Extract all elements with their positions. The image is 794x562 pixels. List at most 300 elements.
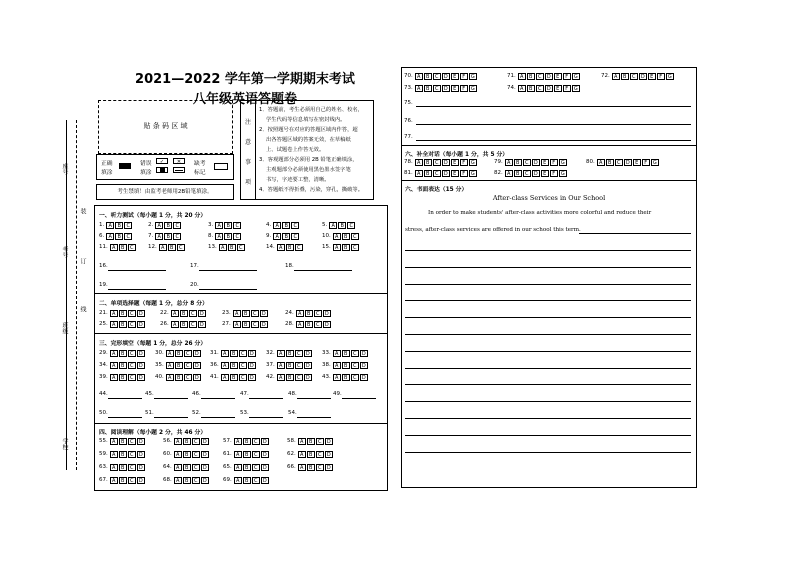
option-bubble[interactable]: A — [277, 350, 285, 357]
option-bubble[interactable]: E — [451, 159, 459, 166]
option-bubble[interactable]: A — [155, 222, 163, 229]
option-bubble[interactable]: C — [347, 222, 355, 229]
option-bubble[interactable]: B — [119, 464, 127, 471]
option-bubble[interactable]: C — [615, 159, 623, 166]
option-bubble[interactable]: D — [137, 477, 145, 484]
answer-blank[interactable] — [108, 391, 142, 399]
option-bubble[interactable]: D — [545, 85, 553, 92]
option-bubble[interactable]: C — [295, 374, 303, 381]
essay-writing-line[interactable] — [405, 401, 691, 402]
option-bubble[interactable]: C — [192, 464, 200, 471]
option-bubble[interactable]: B — [243, 438, 251, 445]
option-bubble[interactable]: A — [106, 222, 114, 229]
option-bubble[interactable]: C — [192, 477, 200, 484]
option-bubble[interactable]: D — [260, 321, 268, 328]
option-bubble[interactable]: B — [230, 350, 238, 357]
option-bubble[interactable]: C — [239, 374, 247, 381]
option-bubble[interactable]: D — [198, 310, 206, 317]
option-bubble[interactable]: B — [119, 321, 127, 328]
option-bubble[interactable]: B — [424, 85, 432, 92]
option-bubble[interactable]: D — [201, 451, 209, 458]
option-bubble[interactable]: C — [433, 73, 441, 80]
option-bubble[interactable]: D — [137, 438, 145, 445]
option-bubble[interactable]: A — [415, 170, 423, 177]
option-bubble[interactable]: A — [110, 244, 118, 251]
option-bubble[interactable]: B — [243, 477, 251, 484]
option-bubble[interactable]: D — [442, 85, 450, 92]
option-bubble[interactable]: D — [201, 477, 209, 484]
option-bubble[interactable]: F — [563, 85, 571, 92]
option-bubble[interactable]: B — [119, 438, 127, 445]
option-bubble[interactable]: B — [183, 464, 191, 471]
answer-blank[interactable] — [201, 410, 235, 418]
option-bubble[interactable]: C — [351, 244, 359, 251]
option-bubble[interactable]: C — [173, 222, 181, 229]
option-bubble[interactable]: C — [173, 233, 181, 240]
option-bubble[interactable]: C — [316, 451, 324, 458]
option-bubble[interactable]: B — [424, 159, 432, 166]
option-bubble[interactable]: C — [291, 222, 299, 229]
option-bubble[interactable]: A — [612, 73, 620, 80]
option-bubble[interactable]: E — [451, 85, 459, 92]
option-bubble[interactable]: F — [563, 73, 571, 80]
option-bubble[interactable]: B — [183, 438, 191, 445]
option-bubble[interactable]: D — [137, 362, 145, 369]
option-bubble[interactable]: C — [351, 374, 359, 381]
answer-line[interactable] — [416, 140, 691, 141]
answer-blank[interactable] — [294, 263, 352, 271]
option-bubble[interactable]: A — [333, 350, 341, 357]
option-bubble[interactable]: B — [342, 362, 350, 369]
option-bubble[interactable]: B — [514, 170, 522, 177]
option-bubble[interactable]: E — [541, 170, 549, 177]
option-bubble[interactable]: B — [282, 222, 290, 229]
option-bubble[interactable]: D — [323, 321, 331, 328]
essay-writing-line[interactable] — [405, 384, 691, 385]
option-bubble[interactable]: A — [110, 310, 118, 317]
essay-writing-line[interactable] — [405, 300, 691, 301]
option-bubble[interactable]: G — [469, 159, 477, 166]
option-bubble[interactable]: B — [342, 244, 350, 251]
option-bubble[interactable]: C — [124, 222, 132, 229]
option-bubble[interactable]: G — [572, 85, 580, 92]
option-bubble[interactable]: C — [295, 350, 303, 357]
option-bubble[interactable]: C — [192, 438, 200, 445]
essay-writing-line[interactable] — [405, 267, 691, 268]
option-bubble[interactable]: A — [110, 362, 118, 369]
option-bubble[interactable]: A — [155, 233, 163, 240]
option-bubble[interactable]: F — [550, 170, 558, 177]
option-bubble[interactable]: C — [239, 362, 247, 369]
option-bubble[interactable]: G — [666, 73, 674, 80]
essay-first-line[interactable] — [579, 233, 691, 234]
option-bubble[interactable]: C — [291, 233, 299, 240]
option-bubble[interactable]: B — [119, 477, 127, 484]
option-bubble[interactable]: D — [193, 350, 201, 357]
option-bubble[interactable]: B — [119, 350, 127, 357]
option-bubble[interactable]: C — [536, 73, 544, 80]
option-bubble[interactable]: G — [559, 170, 567, 177]
option-bubble[interactable]: A — [277, 374, 285, 381]
option-bubble[interactable]: C — [251, 310, 259, 317]
option-bubble[interactable]: B — [164, 222, 172, 229]
option-bubble[interactable]: A — [333, 374, 341, 381]
option-bubble[interactable]: D — [545, 73, 553, 80]
option-bubble[interactable]: C — [536, 85, 544, 92]
option-bubble[interactable]: C — [233, 233, 241, 240]
option-bubble[interactable]: A — [110, 438, 118, 445]
option-bubble[interactable]: C — [314, 321, 322, 328]
option-bubble[interactable]: D — [360, 350, 368, 357]
option-bubble[interactable]: D — [248, 362, 256, 369]
option-bubble[interactable]: C — [128, 362, 136, 369]
option-bubble[interactable]: A — [110, 451, 118, 458]
option-bubble[interactable]: D — [137, 310, 145, 317]
option-bubble[interactable]: C — [128, 451, 136, 458]
option-bubble[interactable]: G — [559, 159, 567, 166]
option-bubble[interactable]: A — [174, 464, 182, 471]
option-bubble[interactable]: C — [189, 321, 197, 328]
option-bubble[interactable]: G — [651, 159, 659, 166]
option-bubble[interactable]: A — [171, 321, 179, 328]
option-bubble[interactable]: A — [166, 350, 174, 357]
option-bubble[interactable]: D — [639, 73, 647, 80]
answer-blank[interactable] — [201, 391, 235, 399]
option-bubble[interactable]: F — [460, 159, 468, 166]
option-bubble[interactable]: B — [286, 244, 294, 251]
option-bubble[interactable]: F — [460, 170, 468, 177]
option-bubble[interactable]: D — [261, 451, 269, 458]
essay-writing-line[interactable] — [405, 317, 691, 318]
option-bubble[interactable]: A — [234, 451, 242, 458]
option-bubble[interactable]: B — [228, 244, 236, 251]
option-bubble[interactable]: C — [177, 244, 185, 251]
option-bubble[interactable]: A — [221, 362, 229, 369]
option-bubble[interactable]: A — [273, 222, 281, 229]
option-bubble[interactable]: D — [137, 374, 145, 381]
answer-line[interactable] — [416, 106, 691, 107]
option-bubble[interactable]: B — [119, 451, 127, 458]
option-bubble[interactable]: B — [175, 362, 183, 369]
option-bubble[interactable]: B — [180, 321, 188, 328]
option-bubble[interactable]: A — [215, 233, 223, 240]
option-bubble[interactable]: A — [159, 244, 167, 251]
option-bubble[interactable]: E — [451, 170, 459, 177]
option-bubble[interactable]: B — [119, 362, 127, 369]
answer-blank[interactable] — [249, 410, 283, 418]
option-bubble[interactable]: A — [329, 222, 337, 229]
option-bubble[interactable]: A — [234, 438, 242, 445]
answer-blank[interactable] — [108, 410, 142, 418]
option-bubble[interactable]: B — [115, 222, 123, 229]
option-bubble[interactable]: B — [342, 233, 350, 240]
option-bubble[interactable]: C — [252, 451, 260, 458]
option-bubble[interactable]: A — [110, 350, 118, 357]
essay-writing-line[interactable] — [405, 284, 691, 285]
option-bubble[interactable]: D — [137, 321, 145, 328]
option-bubble[interactable]: C — [316, 438, 324, 445]
option-bubble[interactable]: B — [183, 477, 191, 484]
option-bubble[interactable]: D — [532, 170, 540, 177]
option-bubble[interactable]: B — [115, 233, 123, 240]
option-bubble[interactable]: A — [277, 244, 285, 251]
option-bubble[interactable]: A — [221, 374, 229, 381]
option-bubble[interactable]: C — [252, 477, 260, 484]
option-bubble[interactable]: C — [128, 244, 136, 251]
option-bubble[interactable]: D — [304, 362, 312, 369]
option-bubble[interactable]: B — [224, 233, 232, 240]
option-bubble[interactable]: A — [296, 321, 304, 328]
option-bubble[interactable]: C — [233, 222, 241, 229]
option-bubble[interactable]: D — [193, 374, 201, 381]
answer-blank[interactable] — [249, 391, 283, 399]
option-bubble[interactable]: B — [224, 222, 232, 229]
option-bubble[interactable]: A — [415, 73, 423, 80]
option-bubble[interactable]: B — [286, 374, 294, 381]
option-bubble[interactable]: A — [110, 321, 118, 328]
essay-writing-line[interactable] — [405, 334, 691, 335]
option-bubble[interactable]: B — [307, 451, 315, 458]
option-bubble[interactable]: A — [215, 222, 223, 229]
option-bubble[interactable]: D — [193, 362, 201, 369]
answer-blank[interactable] — [108, 263, 166, 271]
option-bubble[interactable]: F — [642, 159, 650, 166]
essay-writing-line[interactable] — [405, 368, 691, 369]
option-bubble[interactable]: A — [415, 85, 423, 92]
option-bubble[interactable]: G — [469, 73, 477, 80]
answer-blank[interactable] — [297, 410, 331, 418]
option-bubble[interactable]: D — [248, 374, 256, 381]
option-bubble[interactable]: B — [305, 321, 313, 328]
option-bubble[interactable]: D — [325, 438, 333, 445]
option-bubble[interactable]: B — [175, 374, 183, 381]
option-bubble[interactable]: A — [219, 244, 227, 251]
option-bubble[interactable]: B — [338, 222, 346, 229]
option-bubble[interactable]: E — [633, 159, 641, 166]
essay-writing-line[interactable] — [405, 435, 691, 436]
option-bubble[interactable]: A — [233, 310, 241, 317]
option-bubble[interactable]: D — [442, 170, 450, 177]
option-bubble[interactable]: C — [239, 350, 247, 357]
option-bubble[interactable]: C — [252, 438, 260, 445]
option-bubble[interactable]: A — [505, 159, 513, 166]
option-bubble[interactable]: C — [433, 159, 441, 166]
option-bubble[interactable]: B — [286, 362, 294, 369]
option-bubble[interactable]: A — [298, 464, 306, 471]
option-bubble[interactable]: E — [648, 73, 656, 80]
option-bubble[interactable]: C — [184, 362, 192, 369]
option-bubble[interactable]: G — [469, 85, 477, 92]
option-bubble[interactable]: A — [233, 321, 241, 328]
option-bubble[interactable]: C — [351, 350, 359, 357]
option-bubble[interactable]: F — [550, 159, 558, 166]
option-bubble[interactable]: C — [124, 233, 132, 240]
option-bubble[interactable]: C — [295, 244, 303, 251]
option-bubble[interactable]: C — [351, 362, 359, 369]
option-bubble[interactable]: D — [325, 451, 333, 458]
option-bubble[interactable]: E — [554, 73, 562, 80]
option-bubble[interactable]: E — [554, 85, 562, 92]
option-bubble[interactable]: D — [261, 477, 269, 484]
essay-writing-line[interactable] — [405, 452, 691, 453]
option-bubble[interactable]: C — [295, 362, 303, 369]
option-bubble[interactable]: C — [192, 451, 200, 458]
essay-writing-line[interactable] — [405, 351, 691, 352]
option-bubble[interactable]: B — [307, 438, 315, 445]
option-bubble[interactable]: D — [442, 159, 450, 166]
option-bubble[interactable]: D — [261, 438, 269, 445]
option-bubble[interactable]: D — [360, 374, 368, 381]
option-bubble[interactable]: C — [523, 170, 531, 177]
option-bubble[interactable]: B — [164, 233, 172, 240]
option-bubble[interactable]: A — [597, 159, 605, 166]
option-bubble[interactable]: C — [433, 85, 441, 92]
option-bubble[interactable]: B — [606, 159, 614, 166]
absent-checkbox[interactable] — [214, 163, 228, 170]
option-bubble[interactable]: C — [316, 464, 324, 471]
option-bubble[interactable]: D — [360, 362, 368, 369]
option-bubble[interactable]: C — [523, 159, 531, 166]
option-bubble[interactable]: B — [282, 233, 290, 240]
answer-blank[interactable] — [154, 410, 188, 418]
option-bubble[interactable]: A — [110, 477, 118, 484]
option-bubble[interactable]: B — [621, 73, 629, 80]
option-bubble[interactable]: G — [469, 170, 477, 177]
option-bubble[interactable]: B — [342, 350, 350, 357]
option-bubble[interactable]: F — [460, 73, 468, 80]
option-bubble[interactable]: A — [110, 374, 118, 381]
option-bubble[interactable]: B — [119, 374, 127, 381]
answer-blank[interactable] — [342, 391, 376, 399]
option-bubble[interactable]: B — [527, 73, 535, 80]
essay-writing-line[interactable] — [405, 418, 691, 419]
option-bubble[interactable]: A — [166, 374, 174, 381]
option-bubble[interactable]: B — [305, 310, 313, 317]
option-bubble[interactable]: E — [541, 159, 549, 166]
option-bubble[interactable]: C — [630, 73, 638, 80]
answer-blank[interactable] — [199, 263, 257, 271]
option-bubble[interactable]: A — [106, 233, 114, 240]
option-bubble[interactable]: D — [137, 451, 145, 458]
option-bubble[interactable]: C — [237, 244, 245, 251]
option-bubble[interactable]: D — [442, 73, 450, 80]
answer-blank[interactable] — [154, 391, 188, 399]
option-bubble[interactable]: B — [242, 321, 250, 328]
option-bubble[interactable]: A — [174, 438, 182, 445]
option-bubble[interactable]: D — [201, 438, 209, 445]
option-bubble[interactable]: B — [119, 310, 127, 317]
option-bubble[interactable]: C — [433, 170, 441, 177]
option-bubble[interactable]: A — [333, 233, 341, 240]
option-bubble[interactable]: B — [342, 374, 350, 381]
option-bubble[interactable]: A — [333, 362, 341, 369]
option-bubble[interactable]: C — [128, 350, 136, 357]
option-bubble[interactable]: D — [137, 350, 145, 357]
option-bubble[interactable]: C — [128, 374, 136, 381]
answer-blank[interactable] — [199, 282, 257, 290]
option-bubble[interactable]: A — [333, 244, 341, 251]
option-bubble[interactable]: F — [657, 73, 665, 80]
option-bubble[interactable]: C — [128, 321, 136, 328]
option-bubble[interactable]: D — [304, 350, 312, 357]
option-bubble[interactable]: A — [171, 310, 179, 317]
option-bubble[interactable]: B — [230, 362, 238, 369]
option-bubble[interactable]: D — [323, 310, 331, 317]
answer-blank[interactable] — [108, 282, 166, 290]
option-bubble[interactable]: B — [168, 244, 176, 251]
option-bubble[interactable]: D — [260, 310, 268, 317]
option-bubble[interactable]: A — [273, 233, 281, 240]
option-bubble[interactable]: A — [518, 85, 526, 92]
option-bubble[interactable]: C — [184, 374, 192, 381]
option-bubble[interactable]: D — [304, 374, 312, 381]
option-bubble[interactable]: D — [248, 350, 256, 357]
option-bubble[interactable]: A — [234, 477, 242, 484]
option-bubble[interactable]: D — [624, 159, 632, 166]
option-bubble[interactable]: A — [505, 170, 513, 177]
option-bubble[interactable]: D — [325, 464, 333, 471]
option-bubble[interactable]: D — [532, 159, 540, 166]
option-bubble[interactable]: B — [514, 159, 522, 166]
answer-line[interactable] — [416, 124, 691, 125]
option-bubble[interactable]: B — [286, 350, 294, 357]
option-bubble[interactable]: B — [424, 73, 432, 80]
option-bubble[interactable]: C — [251, 321, 259, 328]
option-bubble[interactable]: C — [128, 464, 136, 471]
option-bubble[interactable]: E — [451, 73, 459, 80]
option-bubble[interactable]: C — [184, 350, 192, 357]
option-bubble[interactable]: C — [128, 477, 136, 484]
option-bubble[interactable]: G — [572, 73, 580, 80]
option-bubble[interactable]: C — [351, 233, 359, 240]
option-bubble[interactable]: B — [175, 350, 183, 357]
option-bubble[interactable]: B — [243, 451, 251, 458]
option-bubble[interactable]: B — [307, 464, 315, 471]
option-bubble[interactable]: D — [198, 321, 206, 328]
essay-writing-line[interactable] — [405, 250, 691, 251]
option-bubble[interactable]: A — [277, 362, 285, 369]
option-bubble[interactable]: D — [201, 464, 209, 471]
option-bubble[interactable]: D — [261, 464, 269, 471]
option-bubble[interactable]: C — [189, 310, 197, 317]
option-bubble[interactable]: A — [174, 451, 182, 458]
option-bubble[interactable]: A — [415, 159, 423, 166]
option-bubble[interactable]: A — [298, 438, 306, 445]
option-bubble[interactable]: C — [252, 464, 260, 471]
option-bubble[interactable]: C — [128, 310, 136, 317]
option-bubble[interactable]: C — [314, 310, 322, 317]
answer-blank[interactable] — [297, 391, 331, 399]
option-bubble[interactable]: B — [424, 170, 432, 177]
option-bubble[interactable]: B — [242, 310, 250, 317]
option-bubble[interactable]: B — [527, 85, 535, 92]
option-bubble[interactable]: B — [243, 464, 251, 471]
option-bubble[interactable]: A — [518, 73, 526, 80]
option-bubble[interactable]: A — [296, 310, 304, 317]
option-bubble[interactable]: A — [298, 451, 306, 458]
option-bubble[interactable]: B — [119, 244, 127, 251]
option-bubble[interactable]: A — [221, 350, 229, 357]
option-bubble[interactable]: A — [166, 362, 174, 369]
option-bubble[interactable]: A — [234, 464, 242, 471]
option-bubble[interactable]: D — [137, 464, 145, 471]
option-bubble[interactable]: C — [128, 438, 136, 445]
option-bubble[interactable]: B — [230, 374, 238, 381]
option-bubble[interactable]: A — [110, 464, 118, 471]
option-bubble[interactable]: B — [180, 310, 188, 317]
option-bubble[interactable]: F — [460, 85, 468, 92]
option-bubble[interactable]: B — [183, 451, 191, 458]
